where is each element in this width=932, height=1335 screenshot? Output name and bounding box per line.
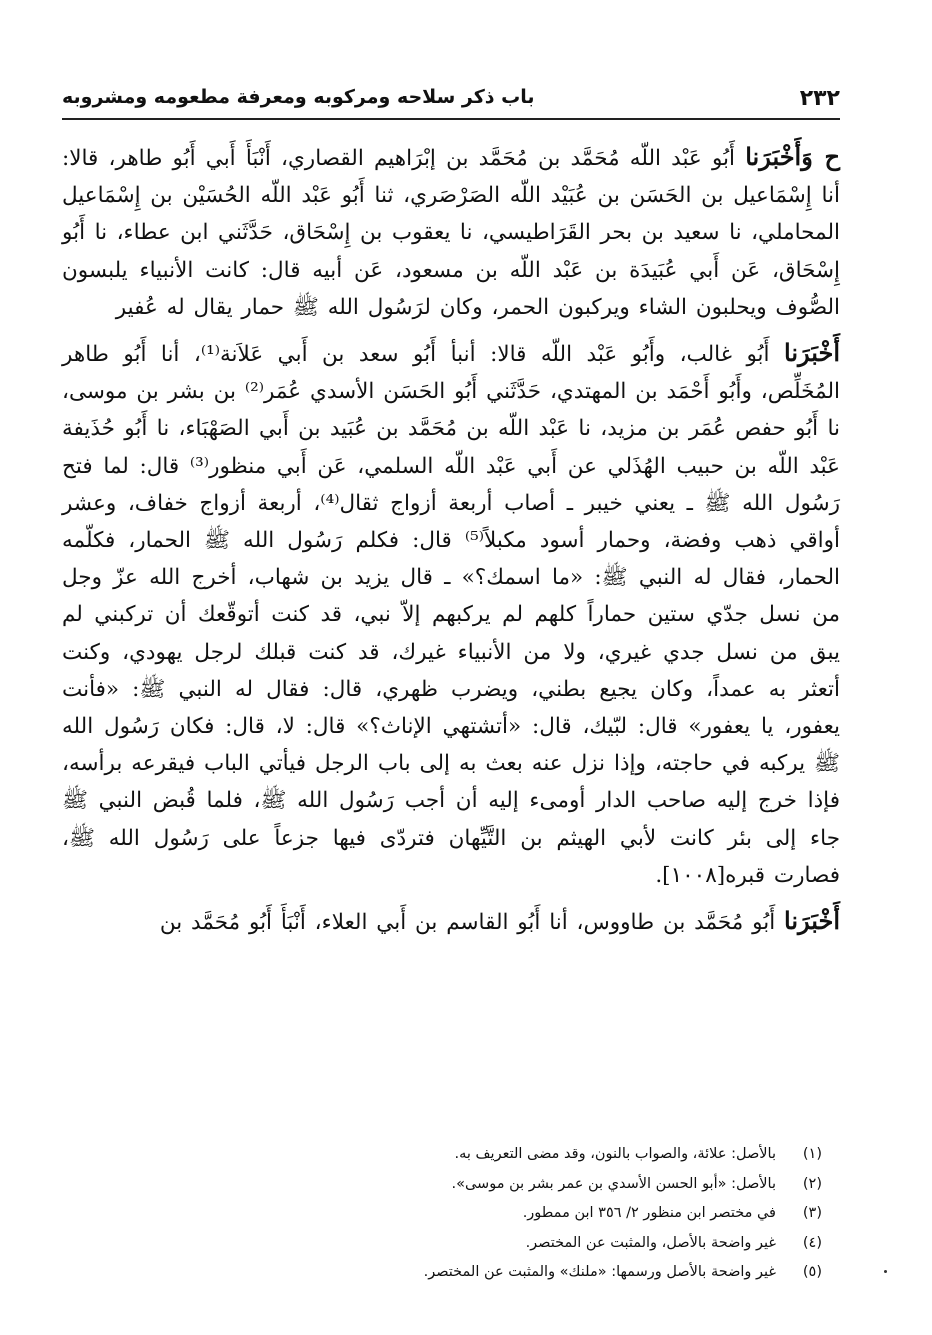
main-text [62, 138, 840, 949]
footnote-number: (٢) [802, 1175, 822, 1192]
footnote-4 [62, 1229, 822, 1259]
paragraph-lead: أَخْبَرَنا [784, 906, 840, 936]
footnote-1 [62, 1140, 822, 1170]
footnote-text: غير واضحة بالأصل، والمثبت عن المختصر. [525, 1234, 776, 1251]
paragraph-3 [62, 902, 840, 941]
footnotes [62, 1140, 822, 1288]
footnote-number: (٤) [802, 1234, 822, 1251]
page-number: ٢٣٢ [799, 86, 840, 111]
running-title: باب ذكر سلاحه ومركوبه ومعرفة مطعومه ومشروبه [62, 86, 535, 108]
footnote-text: بالأصل: «أبو الحسن الأسدي بن عمر بشر بن موسى». [451, 1175, 776, 1192]
footnote-5 [62, 1258, 822, 1288]
paragraph-text: أَبُو غالب، وأَبُو عَبْد اللّه قالا: أنبأ أَبُو سعد بن أَبي عَلاَنة⁽¹⁾، أنا أَبُو طاهر المُخَلِّص، وأَبُو أَحْمَد بن المهتدي، حَدَّثَني أَبُو الحَسَن الأسدي عُمَر⁽²⁾ بن بشر بن موسى، نا أَبُو حفص عُمَر بن مزيد، نا عَبْد اللّه بن مُحَمَّد بن عُبَيد بن أَبي الصَهْبَاء، نا أَبُو حُذَيفة عَبْد اللّه بن حبيب الهُذَلي عن أَبي عَبْد اللّه السلمي، عَن أَبي منظور⁽³⁾ قال: لما فتح رَسُول الله ﷺ ـ يعني خيبر ـ أصاب أربعة أزواج ثقال⁽⁴⁾، أربعة أزواج خفاف، وعشر أواقي ذهب وفضة، وحمار أسود مكبلاً⁽⁵⁾ قال: فكلم رَسُول الله ﷺ الحمار، فكلّمه الحمار، فقال له النبي ﷺ: «ما اسمك؟» ـ قال يزيد بن شهاب، أخرج الله عزّ وجل من نسل جدّي ستين حماراً كلهم لم يركبهم إلاّ نبي، قد كنت أتوقّعك أن تركبني لم يبق من نسل جدي غيري، ولا من الأنبياء غيرك، قد كنت قبلك لرجل يهودي، وكنت أتعثر به عمداً، وكان يجيع بطني، ويضرب ظهري، قال: فقال له النبي ﷺ: «فأنت يعفور، يا يعفور» قال: لبّيك، قال: «أتشتهي الإناث؟» قال: لا، قال: فكان رَسُول الله ﷺ يركبه في حاجته، وإذا نزل عنه بعث به إلى باب الرجل فيأتي الباب فيقرعه برأسه، فإذا خرج إليه صاحب الدار أومىء إليه أن أجب رَسُول الله ﷺ، فلما قُبض النبي ﷺ جاء إلى بئر كانت لأبي الهيثم بن التَّيِّهان فتردّى فيها جزعاً على رَسُول الله ﷺ، فصارت قبره[١٠٠٨]. [62, 342, 840, 888]
page-header [62, 78, 840, 118]
paragraph-lead: ح وَأَخْبَرَنا [745, 142, 840, 171]
footnote-text: في مختصر ابن منظور ٢/ ٣٥٦ ابن ممطور. [522, 1205, 776, 1221]
paragraph-text: أَبُو مُحَمَّد بن طاووس، أنا أَبُو القاسم بن أَبي العلاء، أَنْبَأَ أَبُو مُحَمَّد بن [159, 910, 785, 936]
footnote-3 [62, 1199, 822, 1229]
paragraph-1 [62, 138, 840, 326]
footnote-text: غير واضحة بالأصل ورسمها: «ملنك» والمثبت عن المختصر. [423, 1264, 776, 1280]
paragraph-lead: أَخْبَرَنا [784, 338, 840, 368]
footnote-2 [62, 1170, 822, 1200]
header-rule [62, 118, 840, 120]
footnote-number: (٣) [802, 1205, 822, 1221]
paragraph-2 [62, 334, 840, 894]
footnote-number: (٥) [802, 1264, 822, 1280]
footnote-number: (١) [802, 1146, 822, 1162]
footnote-text: بالأصل: علائة، والصواب بالنون، وقد مضى التعريف به. [454, 1146, 776, 1162]
scan-speck [884, 1270, 887, 1273]
paragraph-text: أَبُو عَبْد اللّه مُحَمَّد بن مُحَمَّد بن إبْرَاهيم القصاري، أَنْبَأَ أَبي أَبُو طاهر، قالا: أنا إِسْمَاعيل بن الحَسَن بن عُبَيْد اللّه الصَرْصَري، ثنا أَبُو عَبْد اللّه الحُسَيْن بن إِسْمَاعيل المحاملي، نا سعيد بن بحر القَرَاطيسي، نا يعقوب بن إِسْحَاق، حَدَّثَني ابن عطاء، نا أَبُو إِسْحَاق، عَن أَبي عُبَيدَة بن عَبْد اللّه بن مسعود، عَن أبيه قال: كانت الأنبياء يلبسون الصُّوف ويحلبون الشاء ويركبون الحمر، وكان لرَسُول الله ﷺ حمار يقال له عُفير [62, 146, 840, 320]
